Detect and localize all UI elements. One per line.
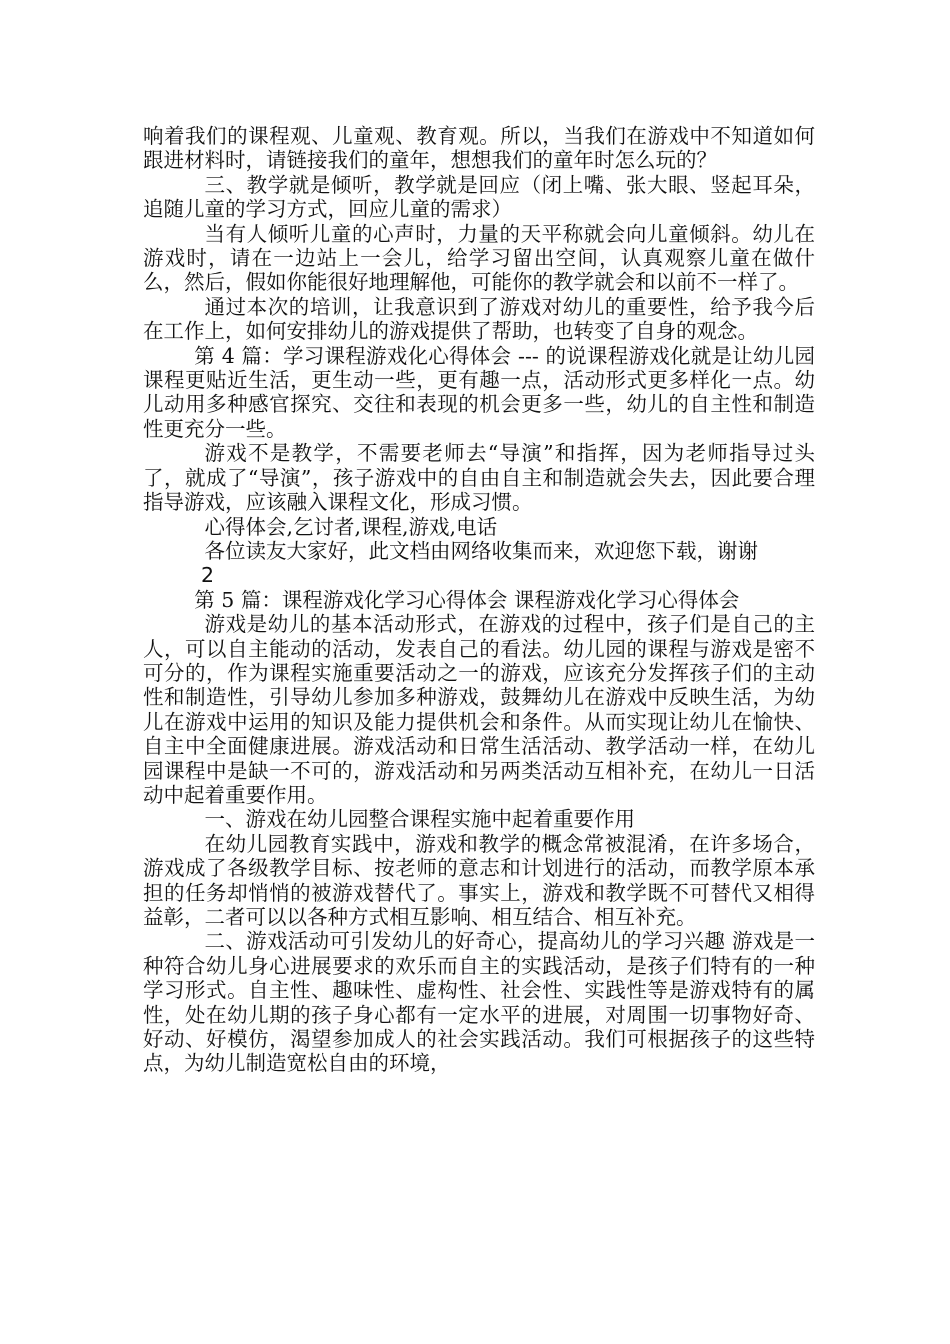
heading-article-5: 第 5 篇：课程游戏化学习心得体会 课程游戏化学习心得体会 [194,587,740,612]
heading-article-4: 第 4 篇：学习课程游戏化心得体会 --- 的说课程游戏化就是让幼儿园课程更贴近生活，更生动一些，更有趣一点，活动形式更多样化一点。幼儿动用多种感官探究、交往和表现的机会更多一些，幼儿的自主性和制造性更充分一些。 [143,343,815,441]
keywords-line: 心得体会,乞讨者,课程,游戏,电话 [204,514,498,539]
document-page [143,124,815,1076]
heading-section-1: 一、游戏在幼儿园整合课程实施中起着重要作用 [204,807,635,832]
paragraph-training: 通过本次的培训，让我意识到了游戏对幼儿的重要性，给予我今后在工作上，如何安排幼儿的游戏提供了帮助，也转变了自身的观念。 [143,294,815,344]
paragraph-game-basic-activity: 游戏是幼儿的基本活动形式，在游戏的过程中，孩子们是自己的主人，可以自主能动的活动，发表自己的看法。幼儿园的课程与游戏是密不可分的，作为课程实施重要活动之一的游戏，应该充分发挥孩子们的主动性和制造性，引导幼儿参加多种游戏，鼓舞幼儿在游戏中反映生活，为幼儿在游戏中运用的知识及能力提供机会和条件。从而实现让幼儿在愉快、自主中全面健康进展。游戏活动和日常生活活动、教学活动一样，在幼儿园课程中是缺一不可的，游戏活动和另两类活动互相补充，在幼儿一日活动中起着重要作用。 [143,612,815,807]
paragraph-continuation: 响着我们的课程观、儿童观、教育观。所以，当我们在游戏中不知道如何跟进材料时，请链接我们的童年，想想我们的童年时怎么玩的？ [143,124,815,173]
paragraph-education-practice: 在幼儿园教育实践中，游戏和教学的概念常被混淆，在许多场合，游戏成了各级教学目标、按老师的意志和计划进行的活动，而教学原本承担的任务却悄悄的被游戏替代了。事实上，游戏和教学既不可替代又相得益彰，二者可以以各种方式相互影响、相互结合、相互补充。 [143,831,815,929]
paragraph-listening: 当有人倾听儿童的心声时，力量的天平称就会向儿童倾斜。幼儿在游戏时，请在一边站上一会儿，给学习留出空间，认真观察儿童在做什么，然后，假如你能很好地理解他，可能你的教学就会和以前不一样了。 [143,221,815,295]
heading-section-2: 二、游戏活动可引发幼儿的好奇心，提高幼儿的学习兴趣 游戏是一种符合幼儿身心进展要求的欢乐而自主的实践活动，是孩子们特有的一种学习形式。自主性、趣味性、虚构性、社会性、实践性等是游戏特有的属性，处在幼儿期的孩子身心都有一定水平的进展，对周围一切事物好奇、好动、好模仿，渴望参加成人的社会实践活动。我们可根据孩子的这些特点，为幼儿制造宽松自由的环境， [143,929,815,1076]
heading-section-3: 三、教学就是倾听，教学就是回应（闭上嘴、张大眼、竖起耳朵，追随儿童的学习方式，回应儿童的需求） [143,172,815,222]
paragraph-reader-note: 各位读友大家好，此文档由网络收集而来，欢迎您下载，谢谢 [204,538,758,563]
page-number: 2 [201,563,215,588]
paragraph-game-not-teaching: 游戏不是教学，不需要老师去“导演”和指挥，因为老师指导过头了，就成了“导演”，孩子游戏中的自由自主和制造就会失去，因此要合理指导游戏，应该融入课程文化，形成习惯。 [143,441,815,515]
